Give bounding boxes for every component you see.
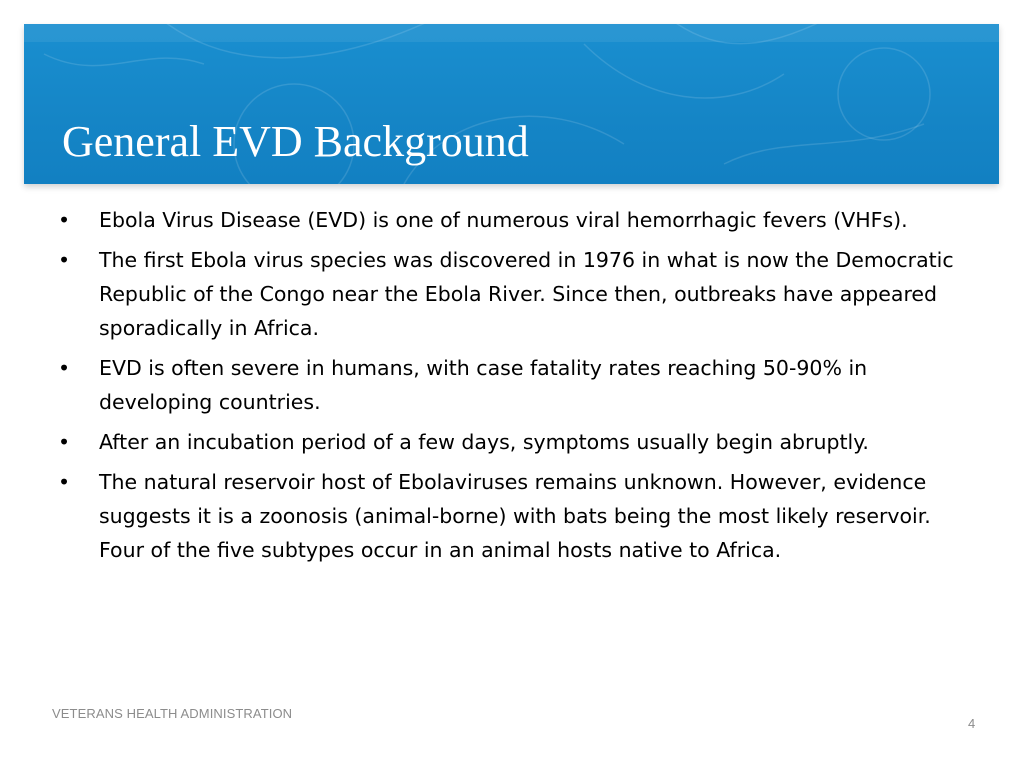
slide-title: General EVD Background xyxy=(62,117,529,166)
bullet-text: Ebola Virus Disease (EVD) is one of numerous viral hemorrhagic fevers (VHFs). xyxy=(99,208,908,232)
bullet-icon: • xyxy=(58,470,71,494)
list-item xyxy=(58,351,978,419)
title-banner xyxy=(24,24,999,184)
list-item xyxy=(58,203,978,237)
bullet-text: The natural reservoir host of Ebolaviruses remains unknown. However, evidence suggests it is a zoonosis (animal-borne) with bats being the most likely reservoir. Four of the five subtypes occur in an animal hosts native to Africa. xyxy=(99,470,931,562)
bullet-text: EVD is often severe in humans, with case fatality rates reaching 50-90% in developing countries. xyxy=(99,356,868,414)
list-item xyxy=(58,425,978,459)
list-item xyxy=(58,243,978,345)
bullet-text: After an incubation period of a few days, symptoms usually begin abruptly. xyxy=(99,430,869,454)
bullet-icon: • xyxy=(58,430,71,454)
bullet-icon: • xyxy=(58,208,71,232)
list-item xyxy=(58,465,978,567)
bullet-icon: • xyxy=(58,356,71,380)
bullet-text: The first Ebola virus species was discovered in 1976 in what is now the Democratic Republic of the Congo near the Ebola River. Since then, outbreaks have appeared sporadically in Africa. xyxy=(99,248,954,340)
page-number: 4 xyxy=(968,716,976,731)
footer-organization: VETERANS HEALTH ADMINISTRATION xyxy=(52,706,293,721)
bullet-list xyxy=(58,203,978,573)
bullet-icon: • xyxy=(58,248,71,272)
